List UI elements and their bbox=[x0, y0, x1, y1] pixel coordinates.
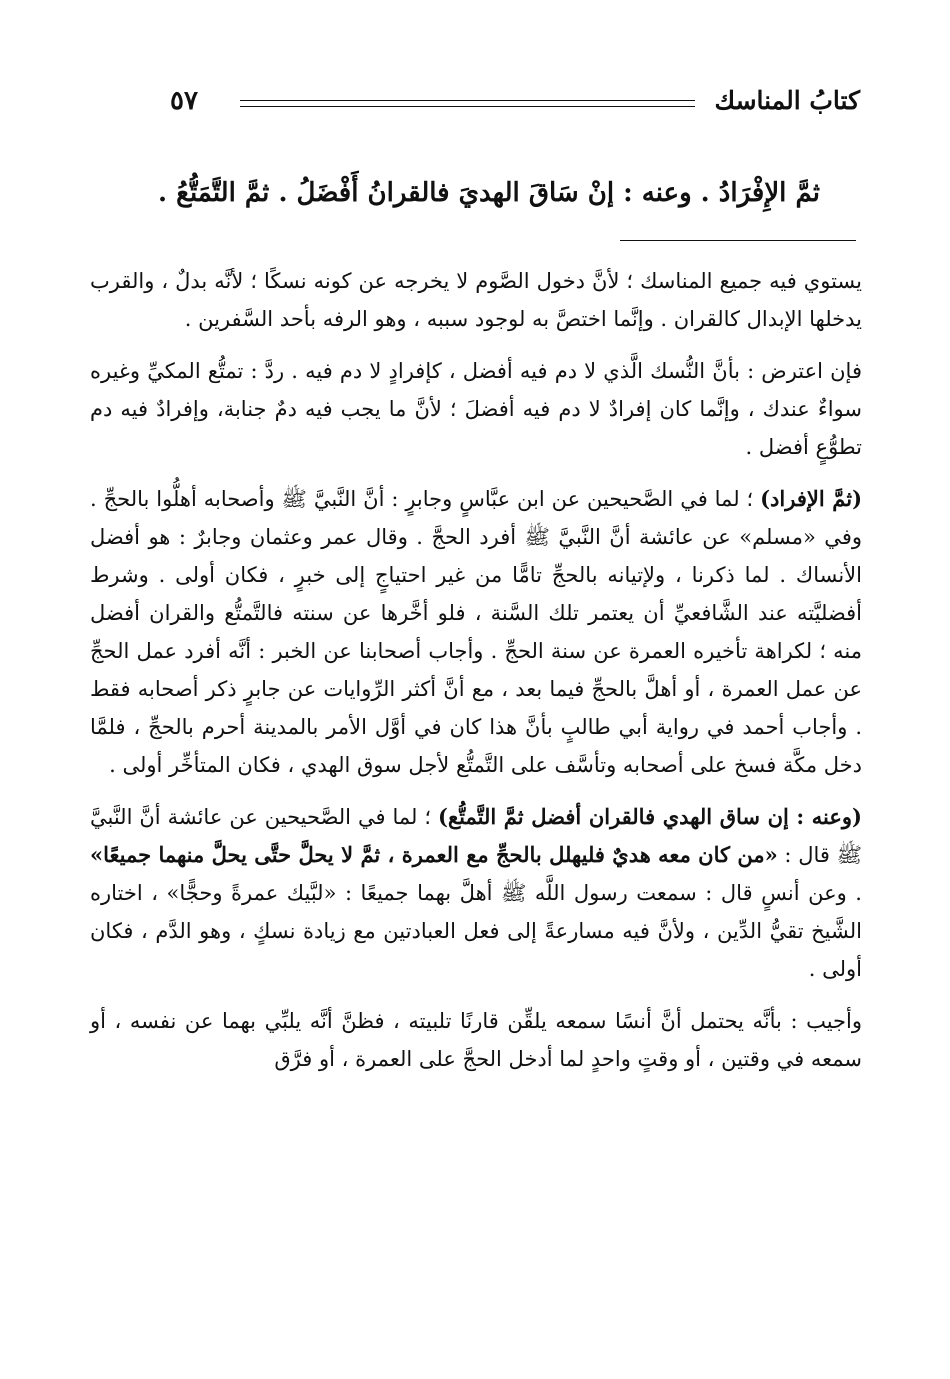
paragraph-4-lead: (وعنه : إن ساق الهدي فالقران أفضل ثمَّ التَّمتُّع) bbox=[438, 804, 862, 829]
page-number: ٥٧ bbox=[170, 86, 198, 116]
matn-separator-rule bbox=[620, 240, 856, 241]
paragraph-1: يستوي فيه جميع المناسك ؛ لأنَّ دخول الصَّوم لا يخرجه عن كونه نسكًا ؛ لأنَّه بدلٌ ، والقرب يدخلها الإبدال كالقران . وإنَّما اختصَّ به لوجود سببه ، وهو الرفه بأحد السَّفرين . bbox=[90, 269, 862, 331]
header-rule bbox=[240, 100, 695, 101]
hadith-quote: «من كان معه هديٌ فليهلل بالحجِّ مع العمرة ، ثمَّ لا يحلَّ حتَّى يحلَّ منهما جميعًا» bbox=[90, 842, 778, 867]
header-rule-thin bbox=[240, 106, 695, 107]
paragraph-5: وأجيب : بأنَّه يحتمل أنَّ أنسًا سمعه يلقِّن قارنًا تلبيته ، فظنَّ أنَّه يلبِّي بهما عن نفسه ، أو سمعه في وقتين ، أو وقتٍ واحدٍ لما أدخل الحجَّ على العمرة ، أو فرَّق bbox=[90, 1009, 862, 1071]
matn-text: ثمَّ الإِفْرَادُ . وعنه : إنْ سَاقَ الهديَ فالقرانُ أَفْضَلُ . ثمَّ التَّمَتُّعُ . bbox=[158, 178, 820, 208]
running-header-title: كتابُ المناسك bbox=[714, 86, 860, 115]
paragraph-4-text-a: ؛ لما في الصَّحيحين عن عائشة أنَّ النَّبيَّ ﷺ قال : bbox=[90, 805, 862, 867]
paragraph-2: فإن اعترض : بأنَّ النُّسك الَّذي لا دم فيه أفضل ، كإفرادٍ لا دم فيه . ردَّ : تمتُّع المكيِّ وغيره سواءٌ عندك ، وإنَّما كان إفرادٌ لا دم فيه أفضلَ ؛ لأنَّ ما يجب فيه دمٌ جنابة، وإفرادٌ فيه دم تطوُّعٍ أفضل . bbox=[90, 359, 862, 459]
paragraph-3-text: ؛ لما في الصَّحيحين عن ابن عبَّاسٍ وجابرٍ : أنَّ النَّبيَّ ﷺ وأصحابه أهلُّوا بالحجِّ . وفي «مسلم» عن عائشة أنَّ النَّبيَّ ﷺ أفرد الحجَّ . وقال عمر وعثمان وجابرٌ : هو أفضل الأنساك . لما ذكرنا ، ولإتيانه بالحجِّ تامًّا من غير احتياجٍ إلى خبرٍ ، فكان أولى . وشرط أفضليَّته عند الشَّافعيِّ أن يعتمر تلك السَّنة ، فلو أخَّرها عن سنته فالتَّمتُّع والقران أفضل منه ؛ لكراهة تأخيره العمرة عن سنة الحجِّ . وأجاب أصحابنا عن الخبر : أنَّه أفرد عمل الحجِّ عن عمل العمرة ، أو أهلَّ بالحجِّ فيما بعد ، مع أنَّ أكثر الرِّوايات عن جابرٍ ذكر أصحابه فقط . وأجاب أحمد في رواية أبي طالبٍ بأنَّ هذا كان في أوَّل الأمر بالمدينة أحرم بالحجِّ ، فلمَّا دخل مكَّة فسخ على أصحابه وتأسَّف على التَّمتُّع لأجل سوق الهدي ، فكان المتأخِّر أولى . bbox=[90, 487, 862, 777]
paragraph-4-text-b: . وعن أنسٍ قال : سمعت رسول اللَّه ﷺ أهلَّ بهما جميعًا : «لبَّيك عمرةً وحجًّا» ، اختاره الشَّيخ تقيُّ الدِّين ، ولأنَّ فيه مسارعةً إلى فعل العبادتين مع زيادة نسكٍ ، وهو الدَّم ، فكان أولى . bbox=[90, 881, 862, 981]
paragraph-4 bbox=[90, 798, 862, 988]
commentary-body bbox=[90, 262, 862, 1092]
paragraph-3 bbox=[90, 480, 862, 784]
paragraph-3-lead: (ثمَّ الإفراد) bbox=[760, 486, 862, 511]
